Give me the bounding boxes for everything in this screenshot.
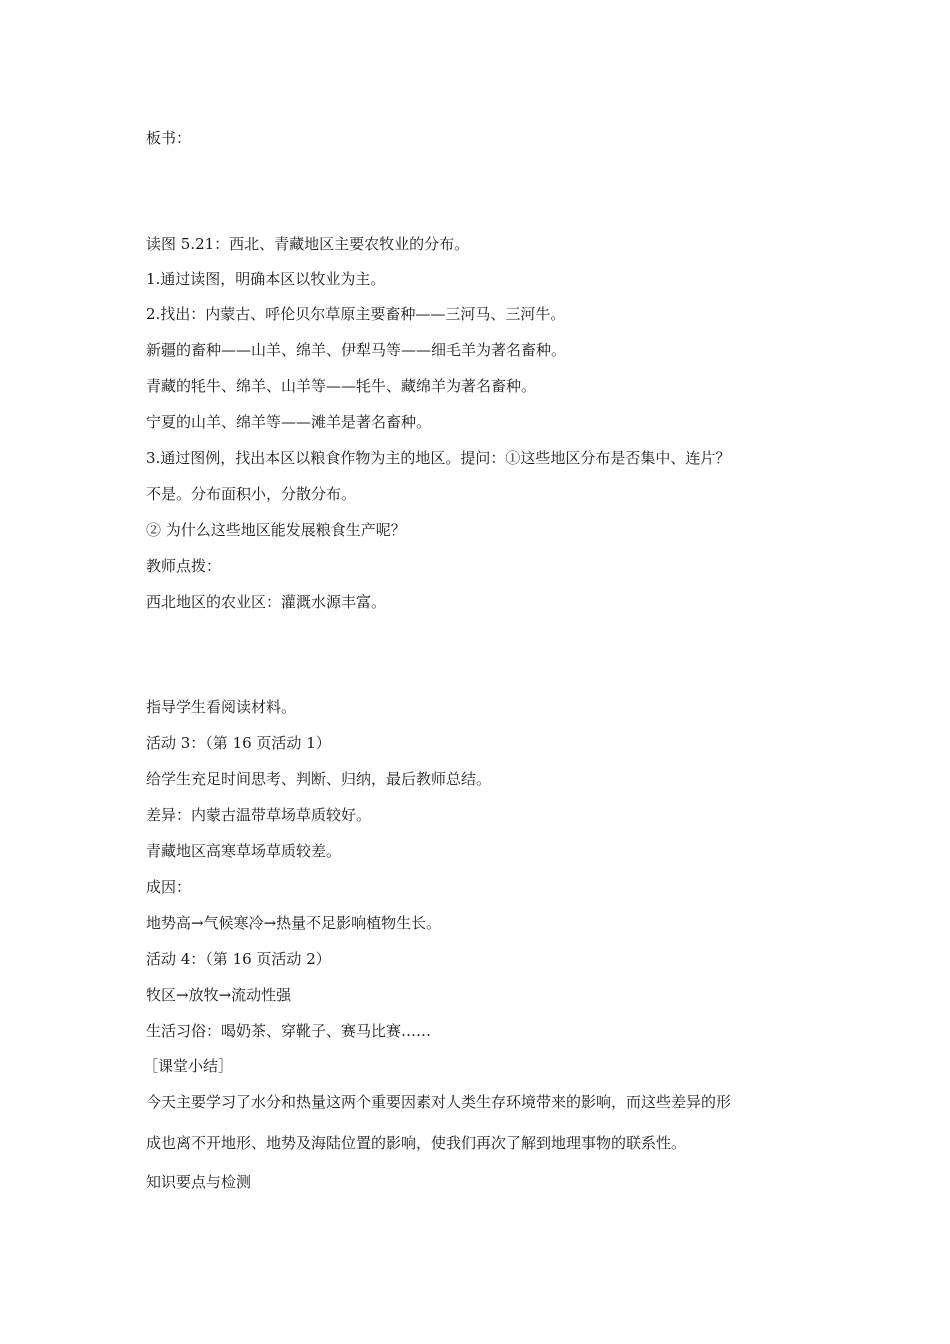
text-line: 教师点拨： [146, 557, 222, 575]
text-line: 3.通过图例，找出本区以粮食作物为主的地区。提问：①这些地区分布是否集中、连片？ [146, 449, 731, 467]
text-line: 成因： [146, 878, 192, 896]
text-line: 青藏的牦牛、绵羊、山羊等——牦牛、藏绵羊为著名畜种。 [146, 377, 537, 395]
section-heading-summary: ［课堂小结］ [143, 1057, 234, 1075]
text-line: 西北地区的农业区：灌溉水源丰富。 [146, 593, 387, 611]
text-line: 知识要点与检测 [146, 1173, 252, 1191]
board-heading: 板书： [146, 129, 192, 147]
text-line: 牧区→放牧→流动性强 [146, 986, 292, 1004]
text-line: 今天主要学习了水分和热量这两个重要因素对人类生存环境带来的影响，而这些差异的形 [146, 1093, 732, 1111]
text-line: 青藏地区高寒草场草质较差。 [146, 842, 342, 860]
text-line: 新疆的畜种——山羊、绵羊、伊犁马等——细毛羊为著名畜种。 [146, 341, 567, 359]
text-line: 差异：内蒙古温带草场草质较好。 [146, 806, 372, 824]
text-line: 给学生充足时间思考、判断、归纳，最后教师总结。 [146, 770, 492, 788]
text-line: 活动 3：（第 16 页活动 1） [146, 734, 331, 752]
text-line: 读图 5.21：西北、青藏地区主要农牧业的分布。 [146, 235, 470, 253]
text-line: 指导学生看阅读材料。 [146, 698, 297, 716]
text-line: 地势高→气候寒冷→热量不足影响植物生长。 [146, 914, 442, 932]
text-line: 生活习俗：喝奶茶、穿靴子、赛马比赛…… [146, 1022, 432, 1040]
text-line: ② 为什么这些地区能发展粮食生产呢？ [146, 521, 406, 539]
text-line: 成也离不开地形、地势及海陆位置的影响，使我们再次了解到地理事物的联系性。 [146, 1134, 687, 1152]
text-line: 2.找出：内蒙古、呼伦贝尔草原主要畜种——三河马、三河牛。 [146, 305, 566, 323]
text-line: 活动 4：（第 16 页活动 2） [146, 950, 331, 968]
text-line: 1.通过读图，明确本区以牧业为主。 [146, 270, 386, 288]
text-line: 不是。分布面积小，分散分布。 [146, 485, 357, 503]
text-line: 宁夏的山羊、绵羊等——滩羊是著名畜种。 [146, 413, 432, 431]
